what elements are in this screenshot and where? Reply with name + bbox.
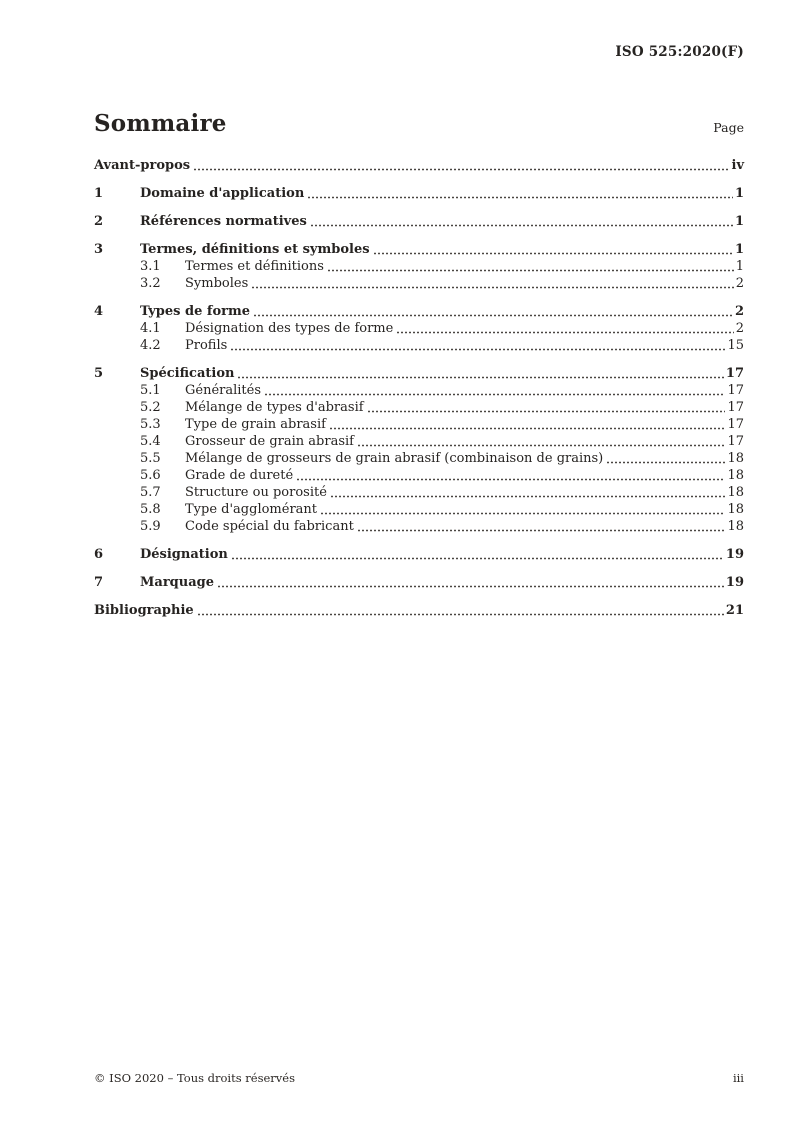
toc-entry[interactable] (94, 416, 744, 433)
toc-entry[interactable] (94, 382, 744, 399)
toc-entry-label: Domaine d'application (140, 186, 305, 201)
toc-entry-number: 4.1 (140, 321, 161, 336)
toc-entry[interactable] (94, 433, 744, 450)
toc-entry-number: 1 (94, 186, 104, 201)
toc-leader-dots (357, 529, 726, 532)
toc-entry[interactable] (94, 467, 744, 484)
document-reference: ISO 525:2020(F) (615, 44, 744, 60)
toc-list (94, 157, 744, 619)
toc-entry-label: Spécification (140, 366, 235, 381)
toc-entry-label: Structure ou porosité (185, 485, 327, 500)
toc-entry-page: 17 (727, 400, 744, 415)
toc-entry-label: Code spécial du fabricant (185, 519, 354, 534)
toc-entry-number: 5.2 (140, 400, 161, 415)
toc-entry-page: 18 (727, 451, 744, 466)
toc-entry-number: 6 (94, 547, 104, 562)
toc-entry-page: 18 (727, 519, 744, 534)
toc-entry-label: Mélange de grosseurs de grain abrasif (combinaison de grains) (185, 451, 604, 466)
toc-entry-page: iv (731, 158, 744, 173)
toc-entry-page: 17 (727, 417, 744, 432)
toc-entry-page: 2 (735, 321, 744, 336)
toc-leader-dots (396, 331, 733, 334)
toc-leader-dots (217, 585, 724, 588)
page-footer (94, 1071, 744, 1085)
toc-entry-page: 1 (734, 242, 744, 257)
toc-entry[interactable] (94, 399, 744, 416)
toc-entry-number: 5.4 (140, 434, 161, 449)
toc-leader-dots (327, 269, 734, 272)
toc-entry-label: Symboles (185, 276, 249, 291)
toc-leader-dots (367, 410, 726, 413)
toc-entry-number: 5.6 (140, 468, 161, 483)
toc-entry-label: Mélange de types d'abrasif (185, 400, 364, 415)
toc-entry-label: Types de forme (140, 304, 251, 319)
toc-header (94, 110, 744, 137)
toc-entry-number: 5.1 (140, 383, 161, 398)
toc-entry-label: Type de grain abrasif (185, 417, 326, 432)
toc-entry-label: Grade de dureté (185, 468, 294, 483)
toc-leader-dots (330, 495, 726, 498)
toc-entry-label: Désignation des types de forme (185, 321, 394, 336)
toc-entry[interactable] (94, 303, 744, 320)
toc-entry[interactable] (94, 241, 744, 258)
toc-entry-page: 17 (725, 366, 744, 381)
toc-entry-number: 3 (94, 242, 104, 257)
toc-entry-label: Termes, définitions et symboles (140, 242, 370, 257)
toc-leader-dots (251, 286, 733, 289)
toc-entry-label: Marquage (140, 575, 214, 590)
toc-leader-dots (606, 461, 725, 464)
toc-entry[interactable] (94, 484, 744, 501)
toc-leader-dots (357, 444, 725, 447)
toc-leader-dots (307, 196, 733, 199)
toc-leader-dots (237, 376, 723, 379)
toc-entry-number: 5 (94, 366, 104, 381)
toc-leader-dots (253, 314, 733, 317)
toc-entry-label: Désignation (140, 547, 228, 562)
toc-entry-number: 5.7 (140, 485, 161, 500)
toc-entry-page: 18 (727, 502, 744, 517)
toc-entry-label: Profils (185, 338, 228, 353)
toc-entry-label: Références normatives (140, 214, 307, 229)
toc-entry[interactable] (94, 213, 744, 230)
toc-leader-dots (231, 557, 724, 560)
toc-entry-number: 4.2 (140, 338, 161, 353)
toc-leader-dots (193, 168, 729, 171)
toc-entry-page: 17 (727, 383, 744, 398)
toc-entry-page: 21 (725, 603, 744, 618)
toc-entry-page: 2 (735, 276, 744, 291)
toc-entry[interactable] (94, 518, 744, 535)
toc-leader-dots (264, 393, 725, 396)
toc-entry-number: 2 (94, 214, 104, 229)
toc-entry-page: 18 (727, 468, 744, 483)
toc-entry[interactable] (94, 546, 744, 563)
toc-entry-number: 7 (94, 575, 104, 590)
toc-entry[interactable] (94, 157, 744, 174)
toc-entry-number: 5.8 (140, 502, 161, 517)
toc-entry-page: 19 (725, 575, 744, 590)
toc-entry[interactable] (94, 365, 744, 382)
toc-entry-page: 2 (734, 304, 744, 319)
toc-entry[interactable] (94, 450, 744, 467)
toc-entry-label: Avant-propos (94, 158, 191, 173)
toc-entry-page: 19 (725, 547, 744, 562)
toc-entry[interactable] (94, 501, 744, 518)
toc-leader-dots (320, 512, 725, 515)
toc-leader-dots (329, 427, 726, 430)
toc-entry[interactable] (94, 320, 744, 337)
toc-entry-label: Termes et définitions (185, 259, 324, 274)
toc-entry[interactable] (94, 602, 744, 619)
toc-entry-page: 1 (735, 259, 744, 274)
toc-entry-label: Généralités (185, 383, 262, 398)
toc-entry-number: 3.1 (140, 259, 161, 274)
toc-entry-number: 5.3 (140, 417, 161, 432)
toc-entry[interactable] (94, 258, 744, 275)
toc-entry-number: 4 (94, 304, 104, 319)
toc-leader-dots (296, 478, 725, 481)
toc-entry[interactable] (94, 337, 744, 354)
toc-entry[interactable] (94, 185, 744, 202)
toc-leader-dots (230, 348, 725, 351)
toc-entry[interactable] (94, 275, 744, 292)
footer-page-number: iii (732, 1071, 744, 1085)
page-title: Sommaire (94, 110, 227, 137)
toc-entry[interactable] (94, 574, 744, 591)
toc-leader-dots (310, 224, 733, 227)
toc-entry-label: Bibliographie (94, 603, 194, 618)
toc-entry-page: 17 (727, 434, 744, 449)
toc-entry-number: 5.9 (140, 519, 161, 534)
toc-entry-number: 5.5 (140, 451, 161, 466)
toc-entry-number: 3.2 (140, 276, 161, 291)
toc-leader-dots (197, 613, 724, 616)
toc-entry-page: 18 (727, 485, 744, 500)
toc-entry-label: Grosseur de grain abrasif (185, 434, 354, 449)
toc-entry-page: 15 (727, 338, 744, 353)
toc-entry-page: 1 (734, 186, 744, 201)
toc-leader-dots (373, 252, 733, 255)
toc-entry-label: Type d'agglomérant (185, 502, 318, 517)
toc-entry-page: 1 (734, 214, 744, 229)
page-column-label: Page (713, 120, 744, 135)
footer-copyright: © ISO 2020 – Tous droits réservés (94, 1071, 296, 1085)
